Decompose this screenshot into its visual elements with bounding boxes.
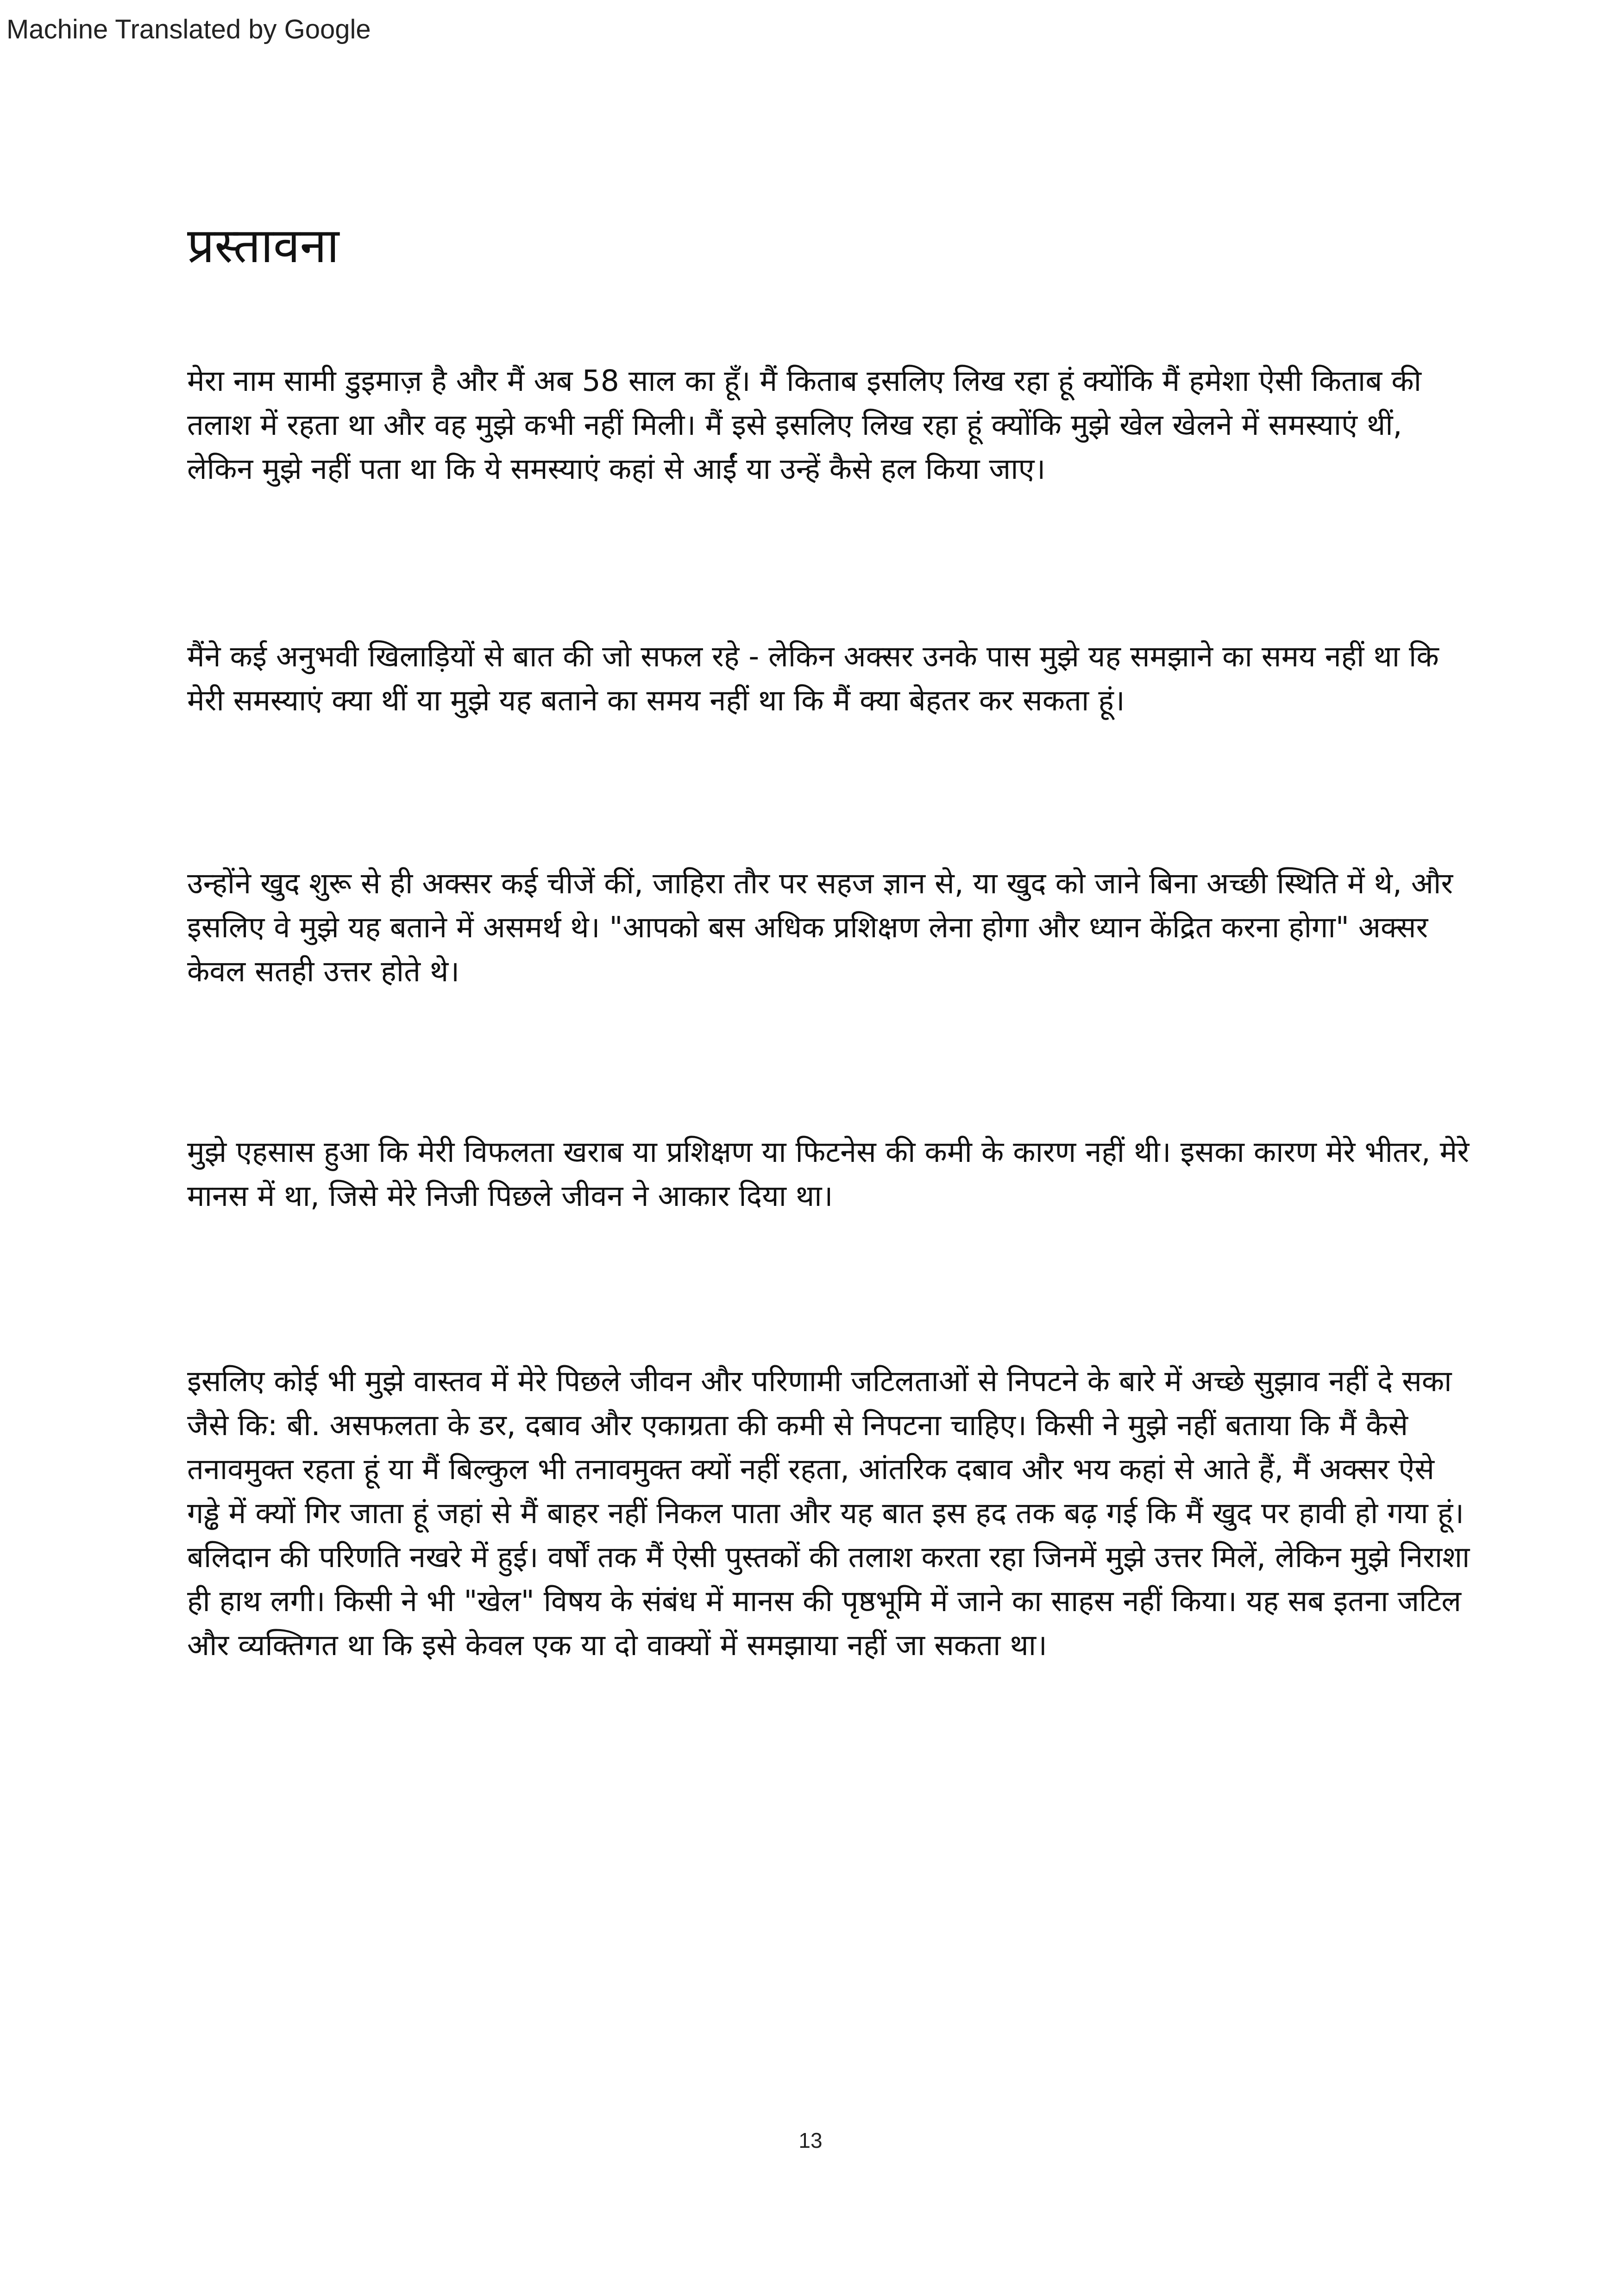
paragraph: मेरा नाम सामी डुइमाज़ है और मैं अब 58 साल का हूँ। मैं किताब इसलिए लिख रहा हूं क्योंकि मैं हमेशा ऐसी किताब की तलाश में रहता था और वह मुझे कभी नहीं मिली। मैं इसे इसलिए लिख रहा हूं क्योंकि मुझे खेल खेलने में समस्याएं थीं, लेकिन मुझे नहीं पता था कि ये समस्याएं कहां से आईं या उन्हें कैसे हल किया जाए। (187, 364, 1421, 486)
paragraph: उन्होंने खुद शुरू से ही अक्सर कई चीजें कीं, जाहिरा तौर पर सहज ज्ञान से, या खुद को जाने बिना अच्छी स्थिति में थे, और इसलिए वे मुझे यह बताने में असमर्थ थे। "आपको बस अधिक प्रशिक्षण लेना होगा और ध्यान केंद्रित करना होगा" अक्सर केवल सतही उत्तर होते थे। (187, 866, 1453, 988)
machine-translated-label: Machine Translated by Google (6, 14, 371, 44)
page-number: 13 (798, 2128, 823, 2152)
paragraph: मुझे एहसास हुआ कि मेरी विफलता खराब या प्रशिक्षण या फिटनेस की कमी के कारण नहीं थी। इसका कारण मेरे भीतर, मेरे मानस में था, जिसे मेरे निजी पिछले जीवन ने आकार दिया था। (187, 1135, 1470, 1213)
paragraph: मैंने कई अनुभवी खिलाड़ियों से बात की जो सफल रहे - लेकिन अक्सर उनके पास मुझे यह समझाने का समय नहीं था कि मेरी समस्याएं क्या थीं या मुझे यह बताने का समय नहीं था कि मैं क्या बेहतर कर सकता हूं। (187, 640, 1439, 717)
paragraph: इसलिए कोई भी मुझे वास्तव में मेरे पिछले जीवन और परिणामी जटिलताओं से निपटने के बारे में अच्छे सुझाव नहीं दे सका जैसे कि: बी. असफलता के डर, दबाव और एकाग्रता की कमी से निपटना चाहिए। किसी ने मुझे नहीं बताया कि मैं कैसे तनावमुक्त रहता हूं या मैं बिल्कुल भी तनावमुक्त क्यों नहीं रहता, आंतरिक दबाव और भय कहां से आते हैं, मैं अक्सर ऐसे गड्ढे में क्यों गिर जाता हूं जहां से मैं बाहर नहीं निकल पाता और यह बात इस हद तक बढ़ गई कि मैं खुद पर हावी हो गया हूं। बलिदान की परिणति नखरे में हुई। वर्षों तक मैं ऐसी पुस्तकों की तलाश करता रहा जिनमें मुझे उत्तर मिलें, लेकिन मुझे निराशा ही हाथ लगी। किसी ने भी "खेल" विषय के संबंध में मानस की पृष्ठभूमि में जाने का साहस नहीं किया। यह सब इतना जटिल और व्यक्तिगत था कि इसे केवल एक या दो वाक्यों में समझाया नहीं जा सकता था। (187, 1364, 1470, 1662)
page-title: प्रस्तावना (187, 217, 339, 274)
